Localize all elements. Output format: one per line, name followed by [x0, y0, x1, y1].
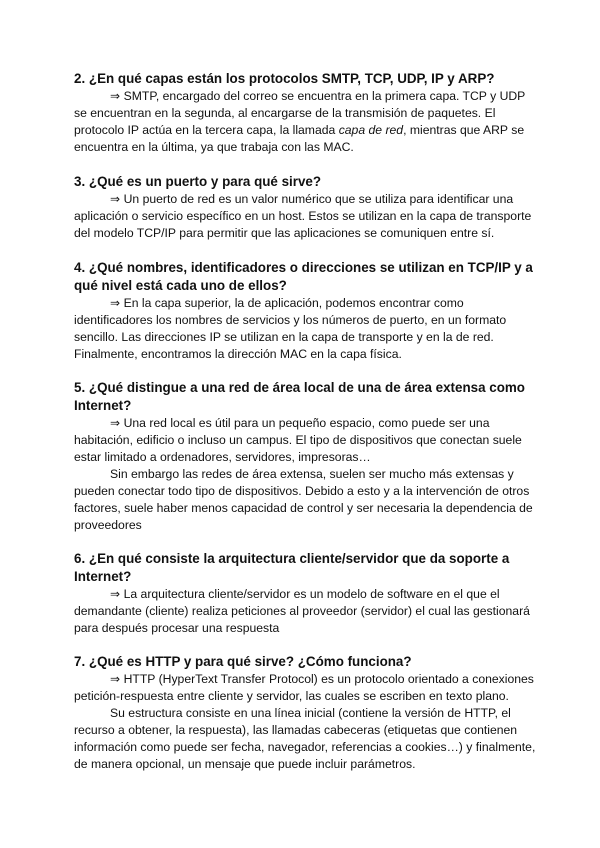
answer-paragraph: Su estructura consiste en una línea inicial (contiene la versión de HTTP, el recurso a obtener, la respuesta), las llamadas cabeceras (etiquetas que contienen información como puede ser fecha, navegador, referencias a cookies…) y finalmente, de manera opcional, un mensaje que puede incluir parámetros.: [74, 706, 536, 771]
section-q6: [74, 550, 536, 637]
answer-text: , mientras que ARP se encuentra en la última, ya que trabaja con las MAC.: [74, 123, 525, 154]
question-heading: 3. ¿Qué es un puerto y para qué sirve?: [74, 174, 322, 189]
question-heading: 4. ¿Qué nombres, identificadores o direcciones se utilizan en TCP/IP y a qué nivel está cada uno de ellos?: [74, 260, 533, 293]
answer-paragraph: ⇒ Un puerto de red es un valor numérico que se utiliza para identificar una aplicación o servicio específico en un host. Estos se utilizan en la capa de transporte del modelo TCP/IP para permitir que las aplicaciones se comuniquen entre sí.: [74, 192, 532, 240]
section-q3: [74, 173, 536, 242]
question-heading: 5. ¿Qué distingue a una red de área local de una de área extensa como Internet?: [74, 380, 525, 413]
document-page: [74, 70, 536, 787]
question-heading: 7. ¿Qué es HTTP y para qué sirve? ¿Cómo funciona?: [74, 654, 412, 669]
answer-paragraph: ⇒ Una red local es útil para un pequeño espacio, como puede ser una habitación, edificio o incluso un campus. El tipo de dispositivos que conectan suele estar limitado a ordenadores, servidores, impresoras…: [74, 416, 522, 464]
answer-emphasis: capa de red: [338, 123, 404, 137]
answer-paragraph: ⇒ HTTP (HyperText Transfer Protocol) es un protocolo orientado a conexiones petición-respuesta entre cliente y servidor, las cuales se escriben en texto plano.: [74, 672, 534, 703]
section-q4: [74, 259, 536, 363]
answer-paragraph: ⇒ La arquitectura cliente/servidor es un modelo de software en el que el demandante (cliente) realiza peticiones al proveedor (servidor) el cual las gestionará para después procesar una respuesta: [74, 587, 530, 635]
answer-paragraph: ⇒ En la capa superior, la de aplicación, podemos encontrar como identificadores los nombres de servicios y los números de puerto, en un formato sencillo. Las direcciones IP se utilizan en la capa de transporte y en la de red. Finalmente, encontramos la dirección MAC en la capa física.: [74, 296, 507, 361]
question-heading: 6. ¿En qué consiste la arquitectura cliente/servidor que da soporte a Internet?: [74, 551, 510, 584]
question-heading: 2. ¿En qué capas están los protocolos SMTP, TCP, UDP, IP y ARP?: [74, 71, 495, 86]
answer-paragraph: [74, 88, 536, 156]
section-q7: [74, 653, 536, 773]
answer-paragraph: Sin embargo las redes de área extensa, suelen ser mucho más extensas y pueden conectar todo tipo de dispositivos. Debido a esto y a la intervención de otros factores, suele haber menos capacidad de control y ser necesaria la dependencia de proveedores: [74, 467, 533, 532]
answer-text: ⇒ SMTP, encargado del correo se encuentra en la primera capa. TCP y UDP se encuentran en la segunda, al encargarse de la transmisión de paquetes. El protocolo IP actúa en la tercera capa, la llamada: [74, 89, 526, 137]
section-q2: [74, 70, 536, 156]
section-q5: [74, 379, 536, 534]
